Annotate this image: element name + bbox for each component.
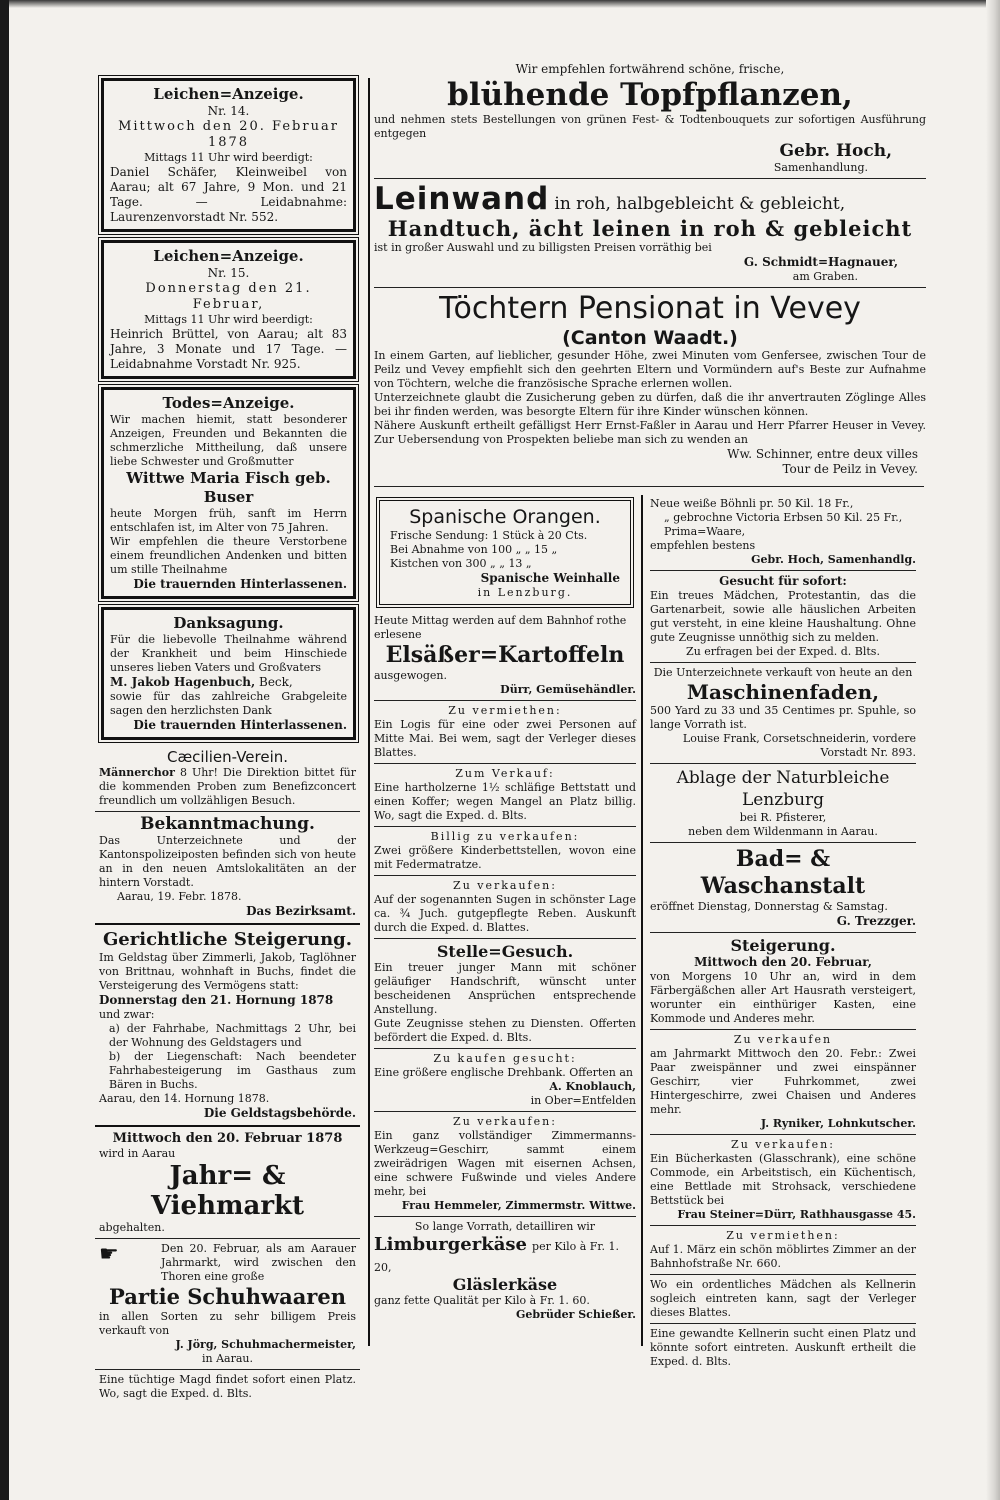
notice-date: Mittwoch den 20. Februar 1878 [118, 119, 339, 150]
ad-signature: Ww. Schinner, entre deux villes [727, 447, 918, 461]
ad-text: Ein Logis für eine oder zwei Personen auf Mitte Mai. Bei wem, sagt der Verleger dieses Blattes. [374, 718, 636, 759]
kellnerin-ad-1: Wo ein ordentliches Mädchen als Kellnerin sogleich eintreten kann, sagt der Verleger dieses Blattes. [650, 1278, 916, 1319]
ad-headline: Partie Schuhwaaren [109, 1284, 346, 1309]
naturbleiche-ad [650, 767, 916, 839]
notice-number: Nr. 14. [207, 104, 250, 118]
ad-headline: Töchtern Pensionat in Vevey [439, 291, 861, 326]
left-column [95, 78, 360, 1401]
ad-firm-sub: am Graben. [792, 270, 858, 283]
ad-headline: Elsäßer=Kartoffeln [385, 642, 625, 668]
notice-time: Mittags 11 Uhr wird beerdigt: [144, 151, 313, 164]
kartoffel-ad [374, 614, 636, 697]
ad-text: Gute Zeugnisse stehen zu Diensten. Offerten befördert die Exped. d. Blts. [374, 1017, 636, 1044]
ad-text: Heute Mittag werden auf dem Bahnhof rothe erlesene [374, 614, 627, 641]
divider [95, 811, 360, 812]
ad-date: Mittwoch den 20. Februar 1878 [112, 1131, 343, 1146]
kinderbett-ad [374, 830, 636, 872]
ad-text: In einem Garten, auf lieblicher, gesunder Höhe, zwei Minuten vom Genfersee, zwischen Tour de Peilz und Vevey empfiehlt sich den geehrten Eltern und Vormündern auf's Beste zur Aufnahme von Töchtern, welche die französische Sprache erlernen wollen. [374, 349, 926, 390]
ad-headline-2: Gläslerkäse [452, 1275, 558, 1294]
ad-price: per Kilo à Fr. 1. 20, [374, 1240, 619, 1274]
ad-date: Donnerstag den 21. Hornung 1878 [99, 993, 334, 1007]
ad-title: Cæcilien-Verein. [166, 748, 289, 766]
notice-text: Wir machen hiemit, statt besonderer Anzeigen, Freunden und Bekannten die schmerzliche Mittheilung, daß unsere liebe Schwester und Großmutter [110, 413, 347, 468]
ad-title: Stelle=Gesuch. [436, 942, 574, 961]
ad-place: in Ober=Entfelden [530, 1094, 636, 1107]
notice-title: Todes=Anzeige. [162, 394, 295, 412]
drehbank-ad [374, 1052, 636, 1108]
steigerung-right-ad [650, 936, 916, 1026]
ad-headline: blühende Topfpflanzen, [447, 77, 853, 113]
ad-text: Im Geldstag über Zimmerli, Jakob, Taglöhner von Brittnau, wohnhaft in Buchs, findet die Versteigerung des Vermögens statt: [99, 951, 356, 992]
divider [374, 826, 636, 827]
ad-subline: (Canton Waadt.) [562, 327, 738, 349]
ad-intro: Wir empfehlen fortwährend schöne, frische, [515, 62, 785, 76]
reben-ad [374, 879, 636, 935]
ad-text: in allen Sorten zu sehr billigem Preis verkauft von [99, 1310, 356, 1337]
column-rule-right [641, 495, 643, 1346]
ad-intro: Die Unterzeichnete verkauft von heute an den [653, 666, 913, 679]
divider [650, 662, 916, 663]
divider [374, 1216, 636, 1217]
topfpflanzen-ad [374, 62, 926, 175]
right-column [650, 497, 916, 1369]
ad-head: Zum Verkauf: [455, 767, 555, 780]
ad-text: So lange Vorrath, detailliren wir [414, 1220, 596, 1233]
ad-headline: Spanische Orangen. [409, 506, 601, 528]
deceased-name: M. Jakob Hagenbuch, [110, 675, 256, 689]
stellegesuch-ad [374, 942, 636, 1045]
ad-head: Billig zu verkaufen: [430, 830, 580, 843]
ad-subline: in roh, halbgebleicht & gebleicht, [554, 194, 846, 214]
divider [650, 1323, 916, 1324]
ad-text: Ein ganz vollständiger Zimmermanns-Werkzeug=Geschirr, sammt einem zweirädrigen Wagen mit eisernen Achsen, eine schwere Fußwinde und vieles Andere mehr, bei [374, 1129, 636, 1198]
divider [374, 700, 636, 701]
ad-head: Zu verkaufen: [731, 1138, 835, 1151]
notice-text: Daniel Schäfer, Kleinweibel von Aarau; alt 67 Jahre, 9 Mon. und 21 Tage. — Leidabnahme: Laurenzenvorstadt Nr. 552. [110, 165, 347, 224]
divider [95, 923, 360, 925]
funeral-notice-14 [101, 78, 356, 232]
notice-text: Heinrich Brüttel, von Aarau; alt 83 Jahre, 3 Monate und 17 Tage. — Leidabnahme Vorstadt Nr. 925. [110, 327, 347, 371]
notice-signature: Die trauernden Hinterlassenen. [133, 718, 347, 732]
ad-text: Eine hartholzerne 1½ schläfige Bettstatt und einen Koffer; wegen Mangel an Platz billig. Wo, sagt die Exped. d. Blts. [374, 781, 636, 822]
ad-signature: Gebr. Hoch, Samenhandlg. [751, 553, 916, 566]
ad-text: Eine größere englische Drehbank. Offerten an [374, 1066, 634, 1079]
notice-time: Mittags 11 Uhr wird beerdigt: [144, 313, 313, 326]
ad-firm-sub: Samenhandlung. [773, 161, 868, 174]
ad-text: Auf der sogenannten Sugen in schönster Lage ca. ¾ Juch. gutgepflegte Reben. Auskunft durch die Exped. d. Blattes. [374, 893, 636, 934]
ad-head: Zu vermiethen: [448, 704, 562, 717]
divider [650, 763, 916, 764]
ad-head: Zu verkaufen: [453, 1115, 557, 1128]
ad-text: Neue weiße Böhnli pr. 50 Kil. 18 Fr., [650, 497, 854, 510]
ad-text: empfehlen bestens [650, 539, 756, 552]
divider [95, 1238, 360, 1239]
pointing-hand-icon: ☛ [99, 1242, 119, 1267]
price-row: Bei Abnahme von 100 „ „ 15 „ [390, 543, 558, 556]
notice-number: Nr. 15. [207, 266, 250, 280]
boehnli-ad [650, 497, 916, 567]
ad-signature: Frau Hemmeler, Zimmermstr. Wittwe. [401, 1199, 636, 1212]
ad-head: Gesucht für sofort: [719, 574, 847, 588]
ad-headline: Limburgerkäse [374, 1234, 527, 1255]
ad-text: Ein treues Mädchen, Protestantin, das die Gartenarbeit, sowie alle häuslichen Arbeiten gut versteht, in eine kleine Haushaltung. Ohne gute Zeugnisse unnöthig sich zu melden. [650, 589, 916, 644]
divider [374, 486, 924, 487]
price-row: Kistchen von 300 „ „ 13 „ [390, 557, 532, 570]
ad-signature-place: Tour de Peilz in Vevey. [782, 462, 918, 476]
caecilien-verein-ad [95, 748, 360, 808]
ad-firm: G. Schmidt=Hagnauer, [743, 255, 898, 269]
orangen-ad [376, 497, 634, 608]
ad-date: Aarau, den 14. Hornung 1878. [99, 1092, 270, 1105]
ad-text: und zwar: [99, 1008, 155, 1021]
ad-text: Zu erfragen bei der Exped. d. Blts. [686, 645, 880, 658]
ad-title: Steigerung. [730, 936, 836, 955]
ad-signature: Dürr, Gemüsehändler. [500, 683, 636, 696]
deceased-profession: Beck, [259, 675, 293, 689]
page-shadow-top [0, 0, 1000, 8]
ad-head: Zu verkaufen: [453, 879, 557, 892]
divider [650, 1274, 916, 1275]
ad-headline: Bad= & Waschanstalt [700, 846, 866, 899]
magd-ad: Eine tüchtige Magd findet sofort einen Platz. Wo, sagt die Exped. d. Blts. [99, 1373, 356, 1400]
ad-text: ausgewogen. [374, 669, 448, 682]
ad-signature: Louise Frank, Corsetschneiderin, vordere Vorstadt Nr. 893. [682, 732, 916, 759]
ad-signature: Das Bezirksamt. [246, 904, 356, 918]
thanks-notice [101, 607, 356, 740]
ad-signature: Frau Steiner=Dürr, Rathhausgasse 45. [677, 1208, 916, 1221]
ad-headline: Ablage der Naturbleiche Lenzburg [676, 768, 890, 810]
kaese-ad [374, 1220, 636, 1322]
ad-headline: Maschinenfaden, [686, 680, 880, 704]
notice-date: Donnerstag den 21. Februar, [145, 281, 312, 312]
jahrmarkt-ad [95, 1131, 360, 1235]
ad-place: in Aarau. [202, 1352, 253, 1365]
notice-title: Leichen=Anzeige. [153, 247, 304, 265]
maedchen-ad [650, 574, 916, 659]
ad-text: Das Unterzeichnete und der Kantonspolizeiposten befinden sich von heute an in den neuen Amtslokalitäten an der hintern Vorstadt. [99, 834, 356, 889]
divider [95, 1125, 360, 1127]
schuhwaaren-ad [95, 1242, 360, 1366]
logis-ad [374, 704, 636, 760]
waschanstalt-ad [650, 846, 916, 929]
notice-text: Wir empfehlen die theure Verstorbene einem freundlichen Andenken und bitten um stille Theilnahme [110, 535, 347, 576]
divider [650, 1029, 916, 1030]
ad-text: Zwei größere Kinderbettstellen, wovon eine mit Federmatratze. [374, 844, 636, 871]
divider [374, 1048, 636, 1049]
ad-text: Ein treuer junger Mann mit schöner geläufiger Handschrift, wünscht unter bescheidenen Ansprüchen entsprechende Anstellung. [374, 961, 636, 1016]
page-edge-right [986, 0, 1000, 1500]
divider [374, 1111, 636, 1112]
leinwand-ad [374, 182, 926, 284]
ad-text: von Morgens 10 Uhr an, wird in dem Färbergäßchen aller Art Hausrath versteigert, worunter ein einthüriger Kasten, eine Kommode und Anderes mehr. [650, 970, 916, 1025]
notice-text: sowie für das zahlreiche Grabgeleite sagen den herzlichsten Dank [110, 690, 347, 717]
deceased-name: Wittwe Maria Fisch geb. Buser [126, 469, 331, 506]
ad-text: 8 Uhr! Die Direktion bittet für die kommenden Proben zum Benefizconcert freundlich um vollzähligen Besuch. [99, 766, 356, 807]
price-row: Frische Sendung: 1 Stück à 20 Cts. [390, 529, 588, 542]
ad-place: in Lenzburg. [477, 586, 573, 599]
ad-firm: Gebr. Hoch, [779, 141, 892, 161]
ad-text: 500 Yard zu 33 und 35 Centimes pr. Spuhle, so lange Vorrath ist. [650, 704, 916, 731]
ad-text: Den 20. Februar, als am Aarauer Jahrmarkt, wird zwischen den Thoren eine große [161, 1242, 356, 1283]
death-notice [101, 387, 356, 599]
ad-text: abgehalten. [99, 1221, 165, 1234]
divider [374, 178, 926, 179]
geschirr-ad [650, 1033, 916, 1131]
pensionat-ad [374, 291, 926, 477]
ad-firm: Spanische Weinhalle [480, 571, 620, 585]
ad-date: Aarau, 19. Febr. 1878. [117, 890, 242, 903]
buecherkasten-ad [650, 1138, 916, 1222]
ad-text: wird in Aarau [99, 1147, 176, 1160]
ad-text: Ein Bücherkasten (Glasschrank), eine schöne Commode, ein Arbeitstisch, ein Küchentisch, eine Bettlade mit Strohsack, verschiedene Bettstück bei [650, 1152, 916, 1207]
ad-date: Mittwoch den 20. Februar, [694, 955, 872, 969]
ad-signature: G. Trezzger. [836, 914, 916, 928]
ad-text: eröffnet Dienstag, Donnerstag & Samstag. [650, 900, 888, 913]
notice-text: heute Morgen früh, sanft im Herrn entschlafen ist, im Alter von 75 Jahren. [110, 507, 347, 534]
divider [650, 1225, 916, 1226]
ad-place: neben dem Wildenmann in Aarau. [688, 825, 878, 838]
ad-signature: A. Knoblauch, [549, 1080, 636, 1093]
ad-headline: Jahr= & Viehmarkt [150, 1161, 305, 1221]
ad-head: Zu kaufen gesucht: [433, 1052, 577, 1065]
ad-title: Gerichtliche Steigerung. [102, 929, 353, 950]
ad-item-a: a) der Fahrhabe, Nachmittags 2 Uhr, bei der Wohnung des Geldstagers und [109, 1022, 356, 1049]
divider [650, 842, 916, 843]
ad-signature: Die Geldstagsbehörde. [203, 1106, 356, 1120]
divider [650, 1134, 916, 1135]
ad-item-b: b) der Liegenschaft: Nach beendeter Fahrhabesteigerung im Gasthaus zum Bären in Buchs. [109, 1050, 356, 1091]
ad-headline: Leinwand [374, 181, 550, 217]
divider [650, 932, 916, 933]
bettstatt-ad [374, 767, 636, 823]
divider [374, 938, 636, 939]
ad-text: „ gebrochne Victoria Erbsen 50 Kil. 25 Fr., Prima=Waare, [664, 511, 903, 538]
ad-text: am Jahrmarkt Mittwoch den 20. Febr.: Zwei Paar zweispänner und zwei einspänner Geschirr, vier Fuhrkommet, zwei Hintergeschirre, zwei Chaisen und Anderes mehr. [650, 1047, 916, 1116]
top-right-section [374, 62, 926, 477]
column-rule-left [368, 78, 370, 1346]
ad-signature: J. Jörg, Schuhmachermeister, [175, 1338, 356, 1351]
divider [374, 287, 926, 288]
ad-text: ist in großer Auswahl und zu billigsten Preisen vorräthig bei [374, 241, 712, 254]
ad-head: Zu verkaufen [733, 1033, 833, 1046]
werkzeug-ad [374, 1115, 636, 1213]
zimmer-ad [650, 1229, 916, 1271]
notice-text: Für die liebevolle Theilnahme während der Krankheit und beim Hinschiede unseres lieben Vaters und Großvaters [110, 633, 347, 674]
funeral-notice-15 [101, 240, 356, 379]
ad-line2: Handtuch, ächt leinen in roh & gebleicht [387, 216, 913, 241]
divider [374, 875, 636, 876]
ad-head: Zu vermiethen: [726, 1229, 840, 1242]
gerichtliche-steigerung-ad [95, 929, 360, 1121]
notice-title: Leichen=Anzeige. [153, 85, 304, 103]
ad-text: Nähere Auskunft ertheilt gefälligst Herr Ernst-Faßler in Aarau und Herr Pfarrer Heuser in Vevey. Zur Uebersendung von Prospekten beliebe man sich zu wenden an [374, 419, 926, 446]
divider [650, 570, 916, 571]
ad-text: Auf 1. März ein schön möblirtes Zimmer an der Bahnhofstraße Nr. 660. [650, 1243, 916, 1270]
maschinenfaden-ad [650, 666, 916, 760]
notice-title: Danksagung. [173, 614, 284, 632]
divider [95, 1369, 360, 1370]
ad-text: bei R. Pfisterer, [739, 811, 827, 824]
ad-bold: Männerchor [99, 766, 175, 779]
ad-text: Unterzeichnete glaubt die Zusicherung geben zu dürfen, daß die ihr anvertrauten Zöglinge Alles bei ihr finden werden, was besorgte Eltern für ihre Kinder wünschen können. [374, 391, 926, 418]
kellnerin-ad-2: Eine gewandte Kellnerin sucht einen Platz und könnte sofort eintreten. Auskunft ertheilt die Exped. d. Blts. [650, 1327, 916, 1368]
page-shadow-left [0, 0, 9, 1500]
middle-column [374, 497, 636, 1322]
bekanntmachung-ad [95, 815, 360, 919]
ad-text: ganz fette Qualität per Kilo à Fr. 1. 60. [374, 1294, 590, 1307]
ad-signature: J. Ryniker, Lohnkutscher. [760, 1117, 916, 1130]
notice-signature: Die trauernden Hinterlassenen. [133, 577, 347, 591]
divider [374, 763, 636, 764]
ad-signature: Gebrüder Schießer. [516, 1308, 636, 1321]
ad-text: und nehmen stets Bestellungen von grünen Fest- & Todtenbouquets zur sofortigen Ausführung entgegen [374, 113, 926, 140]
ad-title: Bekanntmachung. [140, 814, 315, 834]
